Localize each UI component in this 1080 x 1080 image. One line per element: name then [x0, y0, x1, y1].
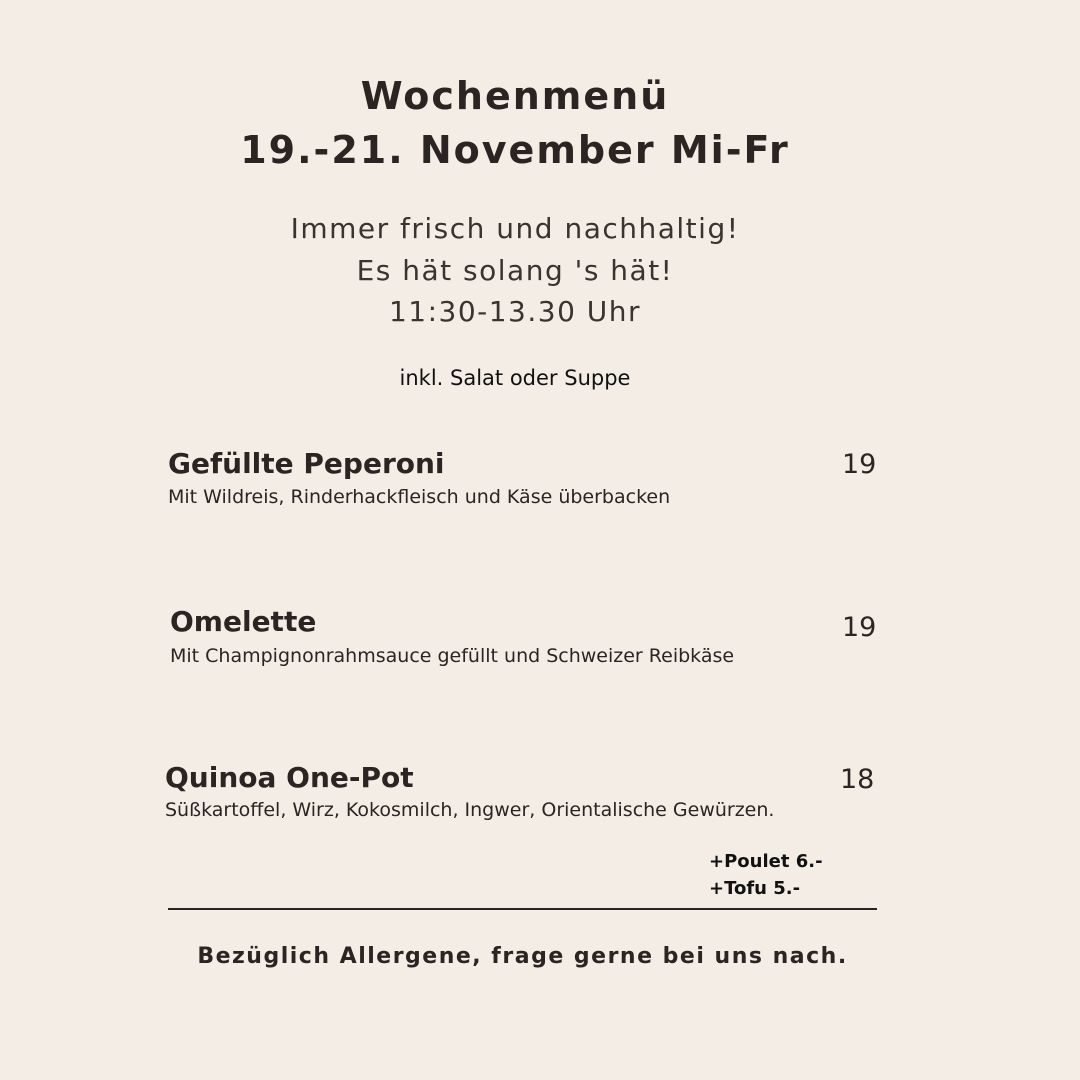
dish-description: Mit Wildreis, Rinderhackfleisch und Käse überbacken [168, 486, 671, 508]
dish-name: Gefüllte Peperoni [168, 447, 445, 480]
included-side: inkl. Salat oder Suppe [399, 366, 631, 390]
dish-description: Mit Champignonrahmsauce gefüllt und Schweizer Reibkäse [170, 645, 735, 667]
extra-tofu: +Tofu 5.- [709, 878, 801, 899]
dish-price: 19 [842, 612, 877, 643]
service-hours: 11:30-13.30 Uhr [388, 295, 642, 328]
dish-description: Süßkartoffel, Wirz, Kokosmilch, Ingwer, Orientalische Gewürzen. [165, 799, 775, 821]
dish-name: Quinoa One-Pot [165, 761, 414, 794]
divider [168, 908, 877, 910]
menu-date-range: 19.-21. November Mi-Fr [240, 128, 790, 172]
tagline-while-stocks-last: Es hät solang 's hät! [356, 254, 674, 287]
dish-price: 18 [840, 764, 875, 795]
tagline-fresh: Immer frisch und nachhaltig! [290, 212, 740, 245]
menu-title: Wochenmenü [360, 74, 670, 118]
extra-poulet: +Poulet 6.- [709, 851, 823, 872]
dish-name: Omelette [170, 605, 317, 638]
allergen-note: Bezüglich Allergene, frage gerne bei uns nach. [197, 944, 848, 969]
dish-price: 19 [842, 449, 877, 480]
